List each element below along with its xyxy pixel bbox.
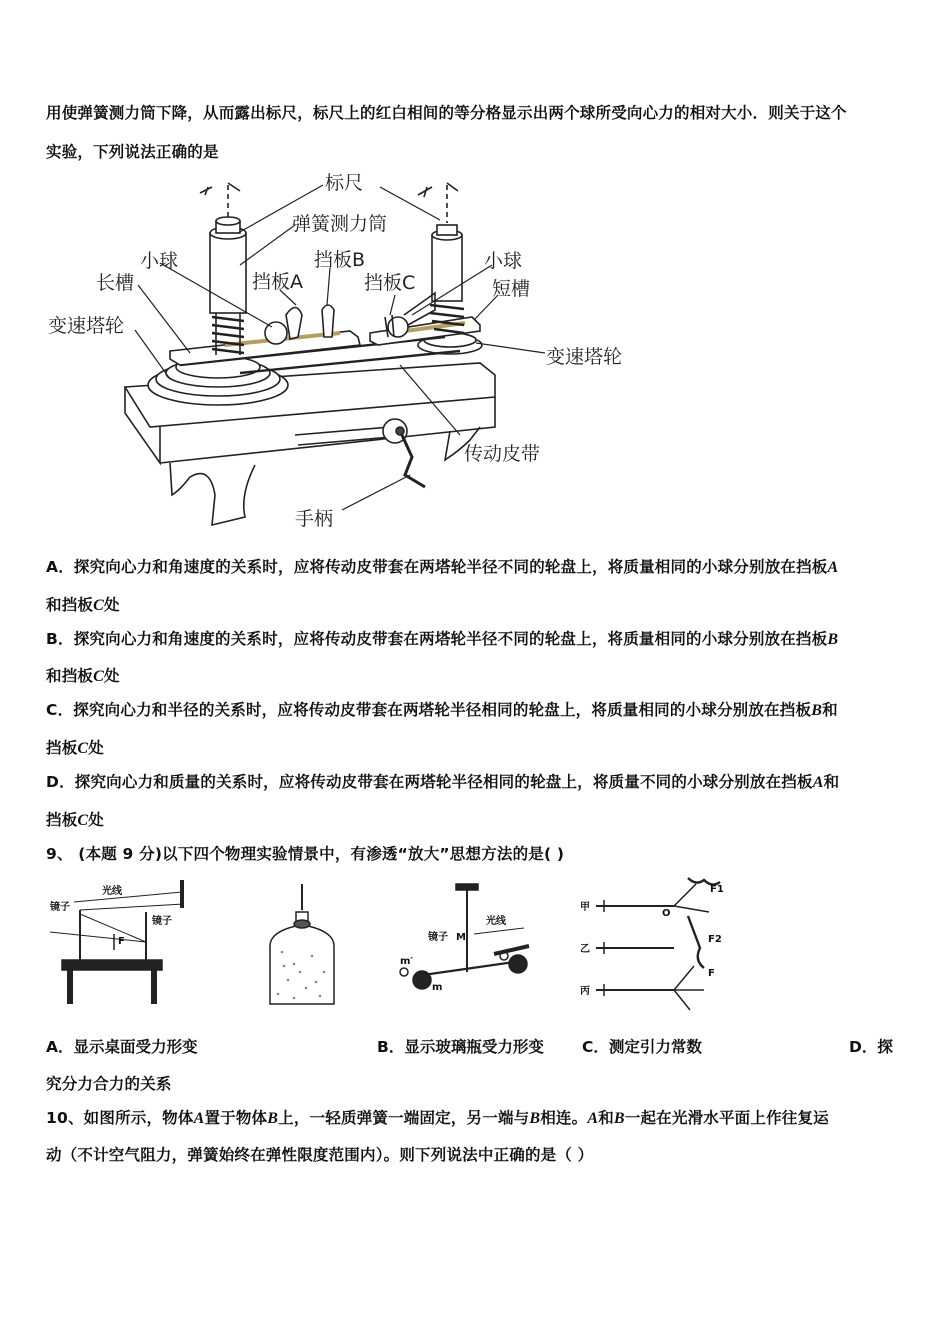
label-baffle-b: 挡板B xyxy=(314,249,366,271)
q9-d-f: F xyxy=(708,968,715,979)
q10-line-1: 10、如图所示，物体A置于物体B上，一轻质弹簧一端固定，另一端与B相连。A和B一起在光滑水平面上作往复运 xyxy=(46,1109,829,1127)
q9-c-light: 光线 xyxy=(486,916,506,927)
q9-d-bing: 丙 xyxy=(580,986,590,997)
label-handle: 手柄 xyxy=(295,508,334,530)
q9-choice-c: C．测定引力常数 xyxy=(582,1038,702,1056)
label-baffle-c: 挡板C xyxy=(364,272,416,294)
centripetal-apparatus-figure xyxy=(40,165,660,535)
q9-c-mass: m xyxy=(432,982,443,993)
q9-a-light: 光线 xyxy=(102,886,122,897)
q9-a-force: F xyxy=(118,936,125,947)
q9-choice-b: B．显示玻璃瓶受力形变 xyxy=(377,1038,544,1056)
option-a-line-2: 和挡板C处 xyxy=(46,596,120,614)
q9-c-mass-prime: m′ xyxy=(400,956,414,967)
label-baffle-a: 挡板A xyxy=(252,271,303,293)
q9-choice-d-cont: 究分力合力的关系 xyxy=(46,1075,172,1093)
label-long-groove: 长槽 xyxy=(96,272,135,294)
label-ball-left: 小球 xyxy=(140,250,179,272)
q9-choice-a: A．显示桌面受力形变 xyxy=(46,1038,198,1056)
option-b-line-2: 和挡板C处 xyxy=(46,667,120,685)
q9-d-f2: F2 xyxy=(708,934,722,945)
q9-d-yi: 乙 xyxy=(580,944,590,955)
q9-d-f1: F1 xyxy=(710,884,724,895)
option-d-line-1: D．探究向心力和质量的关系时，应将传动皮带套在两塔轮半径相同的轮盘上，将质量不同的小球分别放在挡板A和 xyxy=(46,773,840,791)
q10-line-2: 动（不计空气阻力，弹簧始终在弹性限度范围内）。则下列说法中正确的是（ ） xyxy=(46,1146,594,1164)
intro-line-1: 用使弹簧测力筒下降，从而露出标尺，标尺上的红白相间的等分格显示出两个球所受向心力的相对大小．则关于这个 xyxy=(46,104,847,122)
q9-c-mirror: 镜子 xyxy=(428,932,448,943)
option-c-line-1: C．探究向心力和半径的关系时，应将传动皮带套在两塔轮半径相同的轮盘上，将质量相同的小球分别放在挡板B和 xyxy=(46,701,838,719)
label-spring-tube: 弹簧测力筒 xyxy=(292,213,388,235)
label-tower-left: 变速塔轮 xyxy=(48,315,125,337)
option-c-line-2: 挡板C处 xyxy=(46,739,104,757)
q9-d-jia: 甲 xyxy=(580,902,590,913)
label-short-groove: 短槽 xyxy=(492,278,531,300)
label-ball-right: 小球 xyxy=(484,250,523,272)
label-tower-right: 变速塔轮 xyxy=(546,346,623,368)
option-d-line-2: 挡板C处 xyxy=(46,811,104,829)
label-belt: 传动皮带 xyxy=(464,443,541,465)
label-scale: 标尺 xyxy=(325,172,364,194)
q9-c-m-label: M xyxy=(456,932,466,943)
option-b-line-1: B．探究向心力和角速度的关系时，应将传动皮带套在两塔轮半径不同的轮盘上，将质量相同的小球分别放在挡板B xyxy=(46,630,839,648)
q9-a-mirror1: 镜子 xyxy=(50,902,70,913)
q9-a-mirror2: 镜子 xyxy=(152,916,172,927)
option-a-line-1: A．探究向心力和角速度的关系时，应将传动皮带套在两塔轮半径不同的轮盘上，将质量相同的小球分别放在挡板A xyxy=(46,558,839,576)
intro-line-2: 实验，下列说法正确的是 xyxy=(46,143,219,161)
q9-choice-d: D．探 xyxy=(849,1038,893,1056)
q9-stem: 9、 (本题 9 分)以下四个物理实验情景中，有渗透“放大”思想方法的是( ) xyxy=(46,845,565,863)
q9-figures xyxy=(44,872,734,1012)
q9-d-o: O xyxy=(662,908,671,919)
